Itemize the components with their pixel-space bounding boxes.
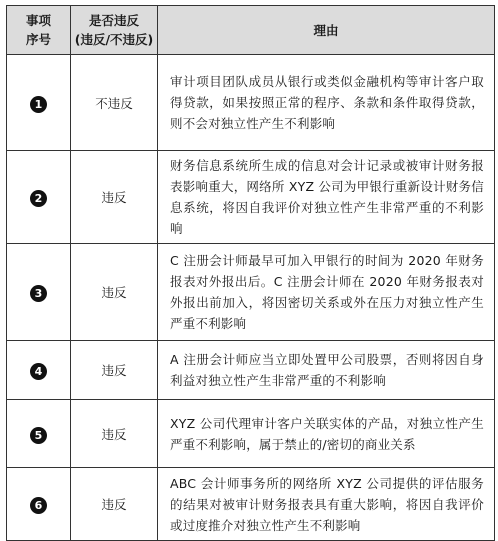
header-violation [71,6,158,55]
header-item-number-line1: 事项 [25,13,51,28]
table-body [7,55,495,541]
violation-cell: 违反 [71,400,158,468]
table-row [7,244,495,341]
table-row [7,468,495,541]
table-row [7,151,495,244]
violation-cell: 违反 [71,151,158,244]
table-row [7,341,495,400]
table-row [7,400,495,468]
header-item-number [7,6,71,55]
item-number-badge: 4 [30,363,47,380]
item-number-badge: 6 [30,497,47,514]
reason-cell: A 注册会计师应当立即处置甲公司股票，否则将因自身利益对独立性产生非常严重的不利影响 [158,341,495,400]
violation-cell: 不违反 [71,55,158,151]
violation-cell: 违反 [71,468,158,541]
item-number-badge: 3 [30,285,47,302]
reason-cell: ABC 会计师事务所的网络所 XYZ 公司提供的评估服务的结果对被审计财务报表具有重大影响，将因自我评价或过度推介对独立性产生不利影响 [158,468,495,541]
item-number-cell [7,55,71,151]
item-number-cell [7,151,71,244]
header-item-number-line2: 序号 [25,32,51,47]
item-number-cell [7,400,71,468]
item-number-badge: 2 [30,190,47,207]
reason-cell: XYZ 公司代理审计客户关联实体的产品，对独立性产生严重不利影响，属于禁止的/密切的商业关系 [158,400,495,468]
header-reason: 理由 [158,6,495,55]
reason-cell: 财务信息系统所生成的信息对会计记录或被审计财务报表影响重大，网络所 XYZ 公司为甲银行重新设计财务信息系统，将因自我评价对独立性产生非常严重的不利影响 [158,151,495,244]
item-number-cell [7,341,71,400]
item-number-badge: 1 [30,96,47,113]
item-number-badge: 5 [30,427,47,444]
reason-cell: 审计项目团队成员从银行或类似金融机构等审计客户取得贷款，如果按照正常的程序、条款和条件取得贷款，则不会对独立性产生不利影响 [158,55,495,151]
violation-cell: 违反 [71,341,158,400]
independence-table [6,5,495,541]
header-violation-line1: 是否违反 [88,13,139,28]
header-row [7,6,495,55]
table-row [7,55,495,151]
violation-cell: 违反 [71,244,158,341]
table-header [7,6,495,55]
header-violation-line2: (违反/不违反) [74,32,154,47]
item-number-cell [7,244,71,341]
item-number-cell [7,468,71,541]
reason-cell: C 注册会计师最早可加入甲银行的时间为 2020 年财务报表对外报出后。C 注册会计师在 2020 年财务报表对外报出前加入，将因密切关系或外在压力对独立性产生严重不利影响 [158,244,495,341]
